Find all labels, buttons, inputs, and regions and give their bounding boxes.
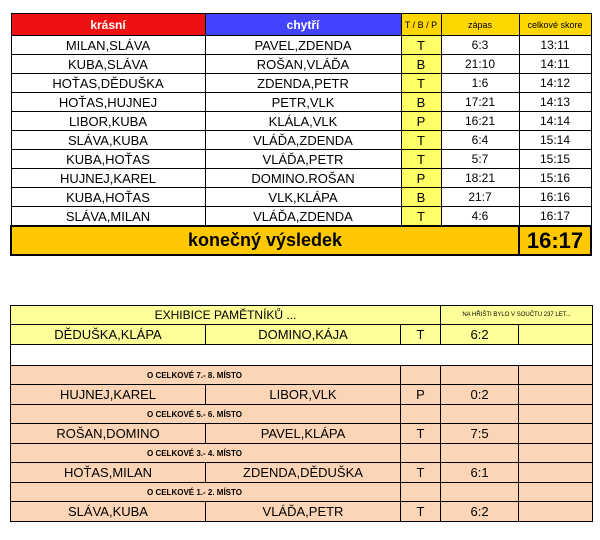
total-score: 16:16 — [519, 188, 591, 207]
match-score: 4:6 — [441, 207, 519, 227]
team-a-players: SLÁVA,KUBA — [11, 131, 205, 150]
table-row — [11, 188, 591, 207]
match-score: 21:10 — [441, 55, 519, 74]
team-b-players: ROŠAN,VLÁĎA — [205, 55, 401, 74]
empty-cell — [401, 444, 441, 463]
team-a-players: ROŠAN,DOMINO — [11, 424, 206, 444]
team-b-players: PAVEL,ZDENDA — [205, 36, 401, 55]
total-score: 14:12 — [519, 74, 591, 93]
team-b-players: VLK,KLÁPA — [205, 188, 401, 207]
team-a-players: SLÁVA,MILAN — [11, 207, 205, 227]
final-result-score: 16:17 — [519, 226, 591, 255]
empty-cell — [441, 366, 519, 385]
placement-label: O CELKOVÉ 3.- 4. MÍSTO — [11, 444, 401, 463]
exhibition-header-row — [11, 306, 593, 325]
match-type: P — [401, 112, 441, 131]
match-type: P — [401, 385, 441, 405]
total-score: 15:16 — [519, 169, 591, 188]
final-result-label: konečný výsledek — [11, 226, 519, 255]
table-row — [11, 150, 591, 169]
empty-cell — [441, 405, 519, 424]
team-a-players: MILAN,SLÁVA — [11, 36, 205, 55]
empty-cell — [519, 463, 593, 483]
match-score: 17:21 — [441, 93, 519, 112]
team-b-players: VLÁĎA,ZDENDA — [205, 131, 401, 150]
table-row — [11, 74, 591, 93]
table-row — [11, 55, 591, 74]
match-type: T — [401, 36, 441, 55]
match-type: T — [401, 207, 441, 227]
empty-cell — [519, 405, 593, 424]
total-score: 14:14 — [519, 112, 591, 131]
empty-cell — [519, 325, 593, 345]
empty-cell — [519, 385, 593, 405]
match-type: T — [401, 325, 441, 345]
total-score: 14:13 — [519, 93, 591, 112]
placement-label: O CELKOVÉ 5.- 6. MÍSTO — [11, 405, 401, 424]
total-score: 14:11 — [519, 55, 591, 74]
match-type: T — [401, 131, 441, 150]
exhibition-title: EXHIBICE PAMĚTNÍKŮ ... — [11, 306, 441, 325]
final-result-row — [11, 226, 591, 255]
match-header: zápas — [441, 14, 519, 36]
table-row — [11, 93, 591, 112]
empty-cell — [519, 483, 593, 502]
team-b-players: ZDENDA,DĚDUŠKA — [206, 463, 401, 483]
match-score: 18:21 — [441, 169, 519, 188]
placement-label-row — [11, 444, 593, 463]
total-header: celkové skore — [519, 14, 591, 36]
match-type: T — [401, 150, 441, 169]
team-b-players: VLÁĎA,PETR — [206, 502, 401, 522]
team-a-players: DĚDUŠKA,KLÁPA — [11, 325, 206, 345]
match-type: T — [401, 463, 441, 483]
match-type: B — [401, 93, 441, 112]
team-b-players: VLÁĎA,ZDENDA — [205, 207, 401, 227]
team-a-players: HOŤAS,MILAN — [11, 463, 206, 483]
empty-cell — [441, 483, 519, 502]
placement-label-row — [11, 366, 593, 385]
placement-match-row — [11, 424, 593, 444]
total-score: 13:11 — [519, 36, 591, 55]
empty-cell — [519, 502, 593, 522]
team-a-players: KUBA,HOŤAS — [11, 188, 205, 207]
match-type: T — [401, 74, 441, 93]
match-score: 0:2 — [441, 385, 519, 405]
team-a-players: KUBA,SLÁVA — [11, 55, 205, 74]
team-a-players: LIBOR,KUBA — [11, 112, 205, 131]
placement-label-row — [11, 483, 593, 502]
team-b-players: ZDENDA,PETR — [205, 74, 401, 93]
empty-cell — [519, 366, 593, 385]
table-row — [11, 112, 591, 131]
results-header-row — [11, 14, 591, 36]
team-b-players: PAVEL,KLÁPA — [206, 424, 401, 444]
placement-label-row — [11, 405, 593, 424]
table-row — [11, 169, 591, 188]
table-row — [11, 207, 591, 227]
exhibition-table — [10, 305, 593, 522]
match-score: 1:6 — [441, 74, 519, 93]
team-b-players: LIBOR,VLK — [206, 385, 401, 405]
empty-cell — [519, 424, 593, 444]
match-score: 21:7 — [441, 188, 519, 207]
team-a-players: KUBA,HOŤAS — [11, 150, 205, 169]
empty-cell — [401, 405, 441, 424]
placement-match-row — [11, 463, 593, 483]
team-b-players: DOMINO,KÁJA — [206, 325, 401, 345]
team-b-players: KLÁLA,VLK — [205, 112, 401, 131]
match-score: 6:2 — [441, 502, 519, 522]
total-score: 15:14 — [519, 131, 591, 150]
table-row — [11, 131, 591, 150]
results-table — [10, 13, 592, 256]
team-b-header: chytří — [205, 14, 401, 36]
total-score: 15:15 — [519, 150, 591, 169]
team-a-players: HOŤAS,DĚDUŠKA — [11, 74, 205, 93]
team-b-players: PETR,VLK — [205, 93, 401, 112]
match-score: 5:7 — [441, 150, 519, 169]
type-header: T / B / P — [401, 14, 441, 36]
match-score: 7:5 — [441, 424, 519, 444]
team-a-players: HUJNEJ,KAREL — [11, 385, 206, 405]
empty-cell — [441, 444, 519, 463]
match-score: 6:3 — [441, 36, 519, 55]
match-score: 6:4 — [441, 131, 519, 150]
match-type: T — [401, 424, 441, 444]
placement-label: O CELKOVÉ 7.- 8. MÍSTO — [11, 366, 401, 385]
team-a-players: HOŤAS,HUJNEJ — [11, 93, 205, 112]
team-a-players: HUJNEJ,KAREL — [11, 169, 205, 188]
match-type: B — [401, 188, 441, 207]
empty-cell — [519, 444, 593, 463]
match-score: 6:2 — [441, 325, 519, 345]
match-type: P — [401, 169, 441, 188]
empty-cell — [401, 366, 441, 385]
team-b-players: VLÁĎA,PETR — [205, 150, 401, 169]
empty-cell — [401, 483, 441, 502]
exhibition-match-row — [11, 325, 593, 345]
placement-match-row — [11, 502, 593, 522]
match-type: B — [401, 55, 441, 74]
placement-match-row — [11, 385, 593, 405]
table-row — [11, 36, 591, 55]
team-a-players: SLÁVA,KUBA — [11, 502, 206, 522]
spacer-row — [11, 345, 593, 366]
team-b-players: DOMINO.ROŠAN — [205, 169, 401, 188]
empty-cell — [11, 345, 593, 366]
team-a-header: krásní — [11, 14, 205, 36]
match-score: 16:21 — [441, 112, 519, 131]
match-type: T — [401, 502, 441, 522]
exhibition-note: NA HŘIŠTI BYLO V SOUČTU 237 LET... — [441, 306, 593, 325]
match-score: 6:1 — [441, 463, 519, 483]
placement-label: O CELKOVÉ 1.- 2. MÍSTO — [11, 483, 401, 502]
total-score: 16:17 — [519, 207, 591, 227]
